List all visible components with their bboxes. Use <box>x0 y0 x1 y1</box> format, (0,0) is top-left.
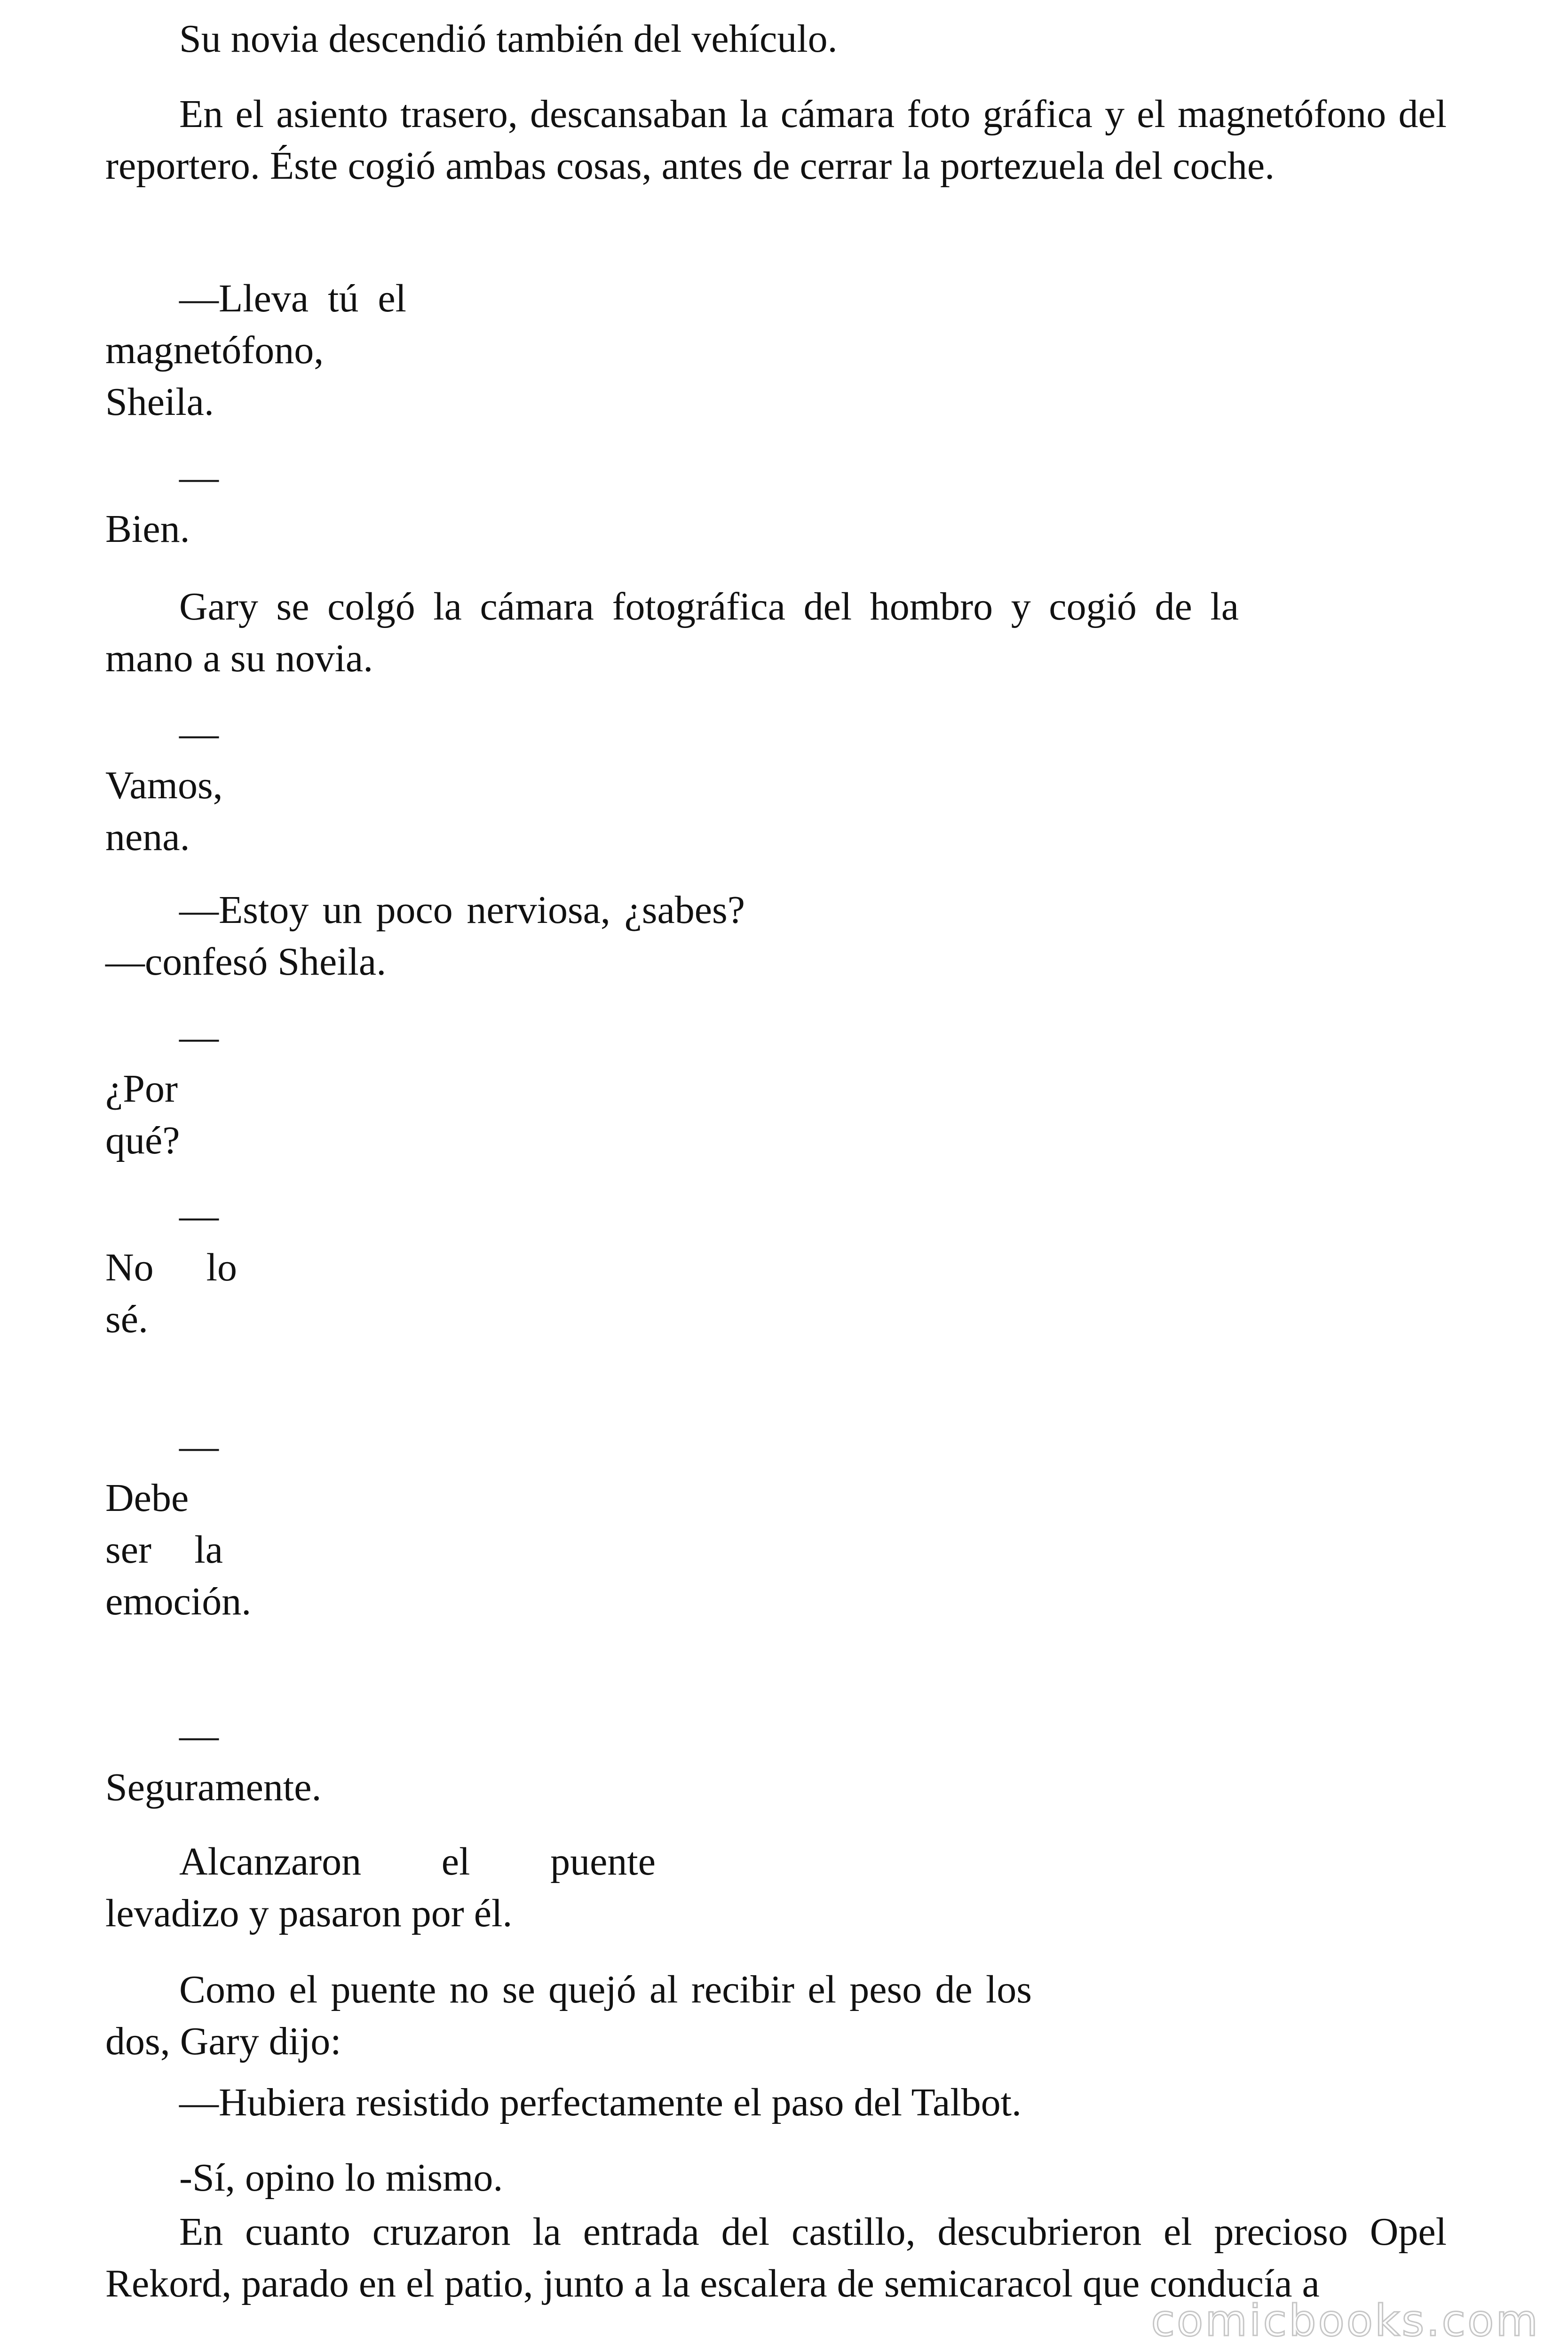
paragraph-7: —Estoy un poco nerviosa, ¿sabes? —confesó Sheila. <box>105 888 745 984</box>
paragraph-4: — Bien. <box>105 455 219 551</box>
paragraph-10: — Debe ser la emoción. <box>105 1424 252 1623</box>
paragraph-9: — No lo sé. <box>105 1194 237 1341</box>
watermark-text: comicbooks.com <box>1151 2296 1540 2346</box>
paragraph-1: Su novia descendió también del vehículo. <box>179 17 838 61</box>
paragraph-5: Gary se colgó la cámara fotográfica del hombro y cogió de la mano a su novia. <box>105 585 1239 680</box>
paragraph-3: —Lleva tú el magnetófono, Sheila. <box>105 277 406 424</box>
paragraph-8: — ¿Por qué? <box>105 1015 219 1162</box>
paragraph-6: — Vamos, nena. <box>105 712 223 859</box>
paragraph-13: Como el puente no se quejó al recibir el peso de los dos, Gary dijo: <box>105 1968 1032 2063</box>
paragraph-12: Alcanzaron el puente levadizo y pasaron por él. <box>105 1840 656 1935</box>
paragraph-2: En el asiento trasero, descansaban la cámara foto gráfica y el magnetófono del reportero. Éste cogió ambas cosas, antes de cerrar la portezuela del coche. <box>105 92 1447 188</box>
paragraph-11: — Seguramente. <box>105 1714 322 1809</box>
paragraph-16: En cuanto cruzaron la entrada del castillo, descubrieron el precioso Opel Rekord, parado en el patio, junto a la escalera de semicaracol que conducía a <box>105 2210 1447 2305</box>
paragraph-15: -Sí, opino lo mismo. <box>179 2156 503 2200</box>
paragraph-14: —Hubiera resistido perfectamente el paso del Talbot. <box>179 2081 1022 2124</box>
